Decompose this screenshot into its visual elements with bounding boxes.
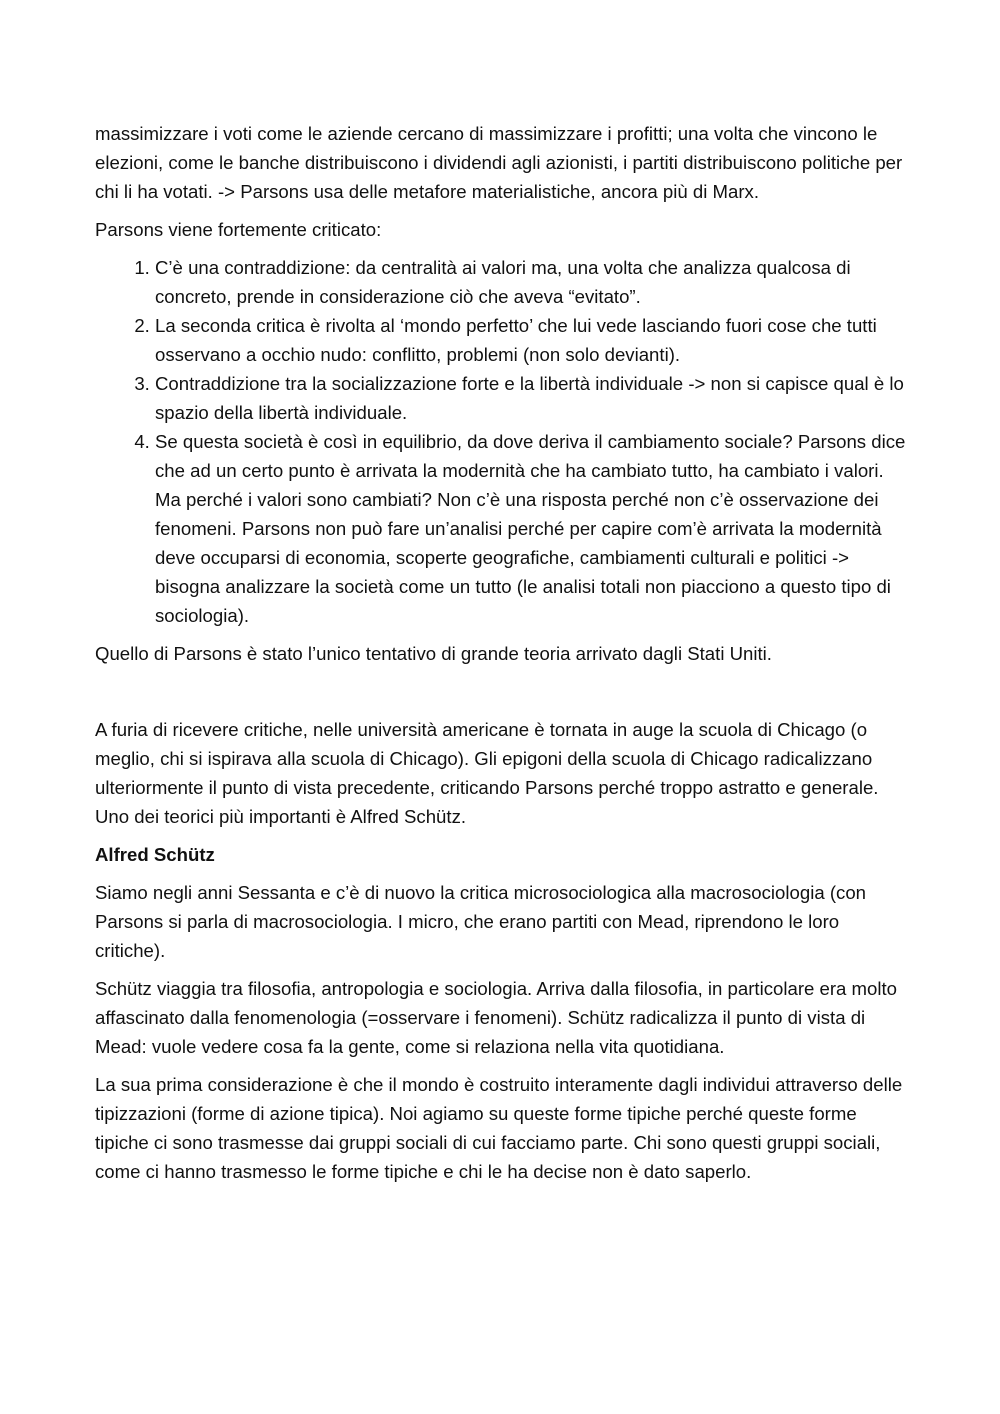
paragraph-schutz-1: Siamo negli anni Sessanta e c’è di nuovo la critica microsociologica alla macrosociologia (con Parsons si parla di macrosociologia. I micro, che erano partiti con Mead, riprendono le loro critiche).: [95, 882, 866, 961]
paragraph-grand-theory: Quello di Parsons è stato l’unico tentativo di grande teoria arrivato dagli Stati Uniti.: [95, 643, 772, 664]
paragraph-schutz-2: Schütz viaggia tra filosofia, antropologia e sociologia. Arriva dalla filosofia, in particolare era molto affascinato dalla fenomenologia (=osservare i fenomeni). Schütz radicalizza il punto di vista di Mead: vuole vedere cosa fa la gente, come si relaziona nella vita quotidiana.: [95, 978, 898, 1057]
section-heading: Alfred Schütz: [95, 844, 215, 865]
criticism-list: [95, 253, 910, 630]
paragraph-schutz-3: La sua prima considerazione è che il mondo è costruito interamente dagli individui attraverso delle tipizzazioni (forme di azione tipica). Noi agiamo su queste forme tipiche perché queste forme tipiche ci sono trasmesse dai gruppi sociali di cui facciamo parte. Chi sono questi gruppi sociali, come ci hanno trasmesso le forme tipiche e chi le ha decise non è dato saperlo.: [95, 1074, 903, 1182]
paragraph-criticism-intro: Parsons viene fortemente criticato:: [95, 219, 382, 240]
list-item: 3. Contraddizione tra la socializzazione forte e la libertà individuale -> non si capisce qual è lo spazio della libertà individuale.: [155, 369, 910, 427]
blank-line: [95, 677, 910, 715]
list-item: 2. La seconda critica è rivolta al ‘mondo perfetto’ che lui vede lasciando fuori cose che tutti osservano a occhio nudo: conflitto, problemi (non solo devianti).: [155, 311, 910, 369]
list-item: 1. C’è una contraddizione: da centralità ai valori ma, una volta che analizza qualcosa di concreto, prende in considerazione ciò che aveva “evitato”.: [155, 253, 910, 311]
paragraph-chicago-school: A furia di ricevere critiche, nelle università americane è tornata in auge la scuola di Chicago (o meglio, chi si ispirava alla scuola di Chicago). Gli epigoni della scuola di Chicago radicalizzano ulteriormente il punto di vista precedente, criticando Parsons perché troppo astratto e generale. Uno dei teorici più importanti è Alfred Schütz.: [95, 719, 879, 827]
paragraph-intro-continuation: massimizzare i voti come le aziende cercano di massimizzare i profitti; una volta che vincono le elezioni, come le banche distribuiscono i dividendi agli azionisti, i partiti distribuiscono politiche per chi li ha votati. -> Parsons usa delle metafore materialistiche, ancora più di Marx.: [95, 123, 903, 202]
list-item: 4. Se questa società è così in equilibrio, da dove deriva il cambiamento sociale? Parsons dice che ad un certo punto è arrivata la modernità che ha cambiato tutto, ha cambiato i valori. Ma perché i valori sono cambiati? Non c’è una risposta perché non c’è osservazione dei fenomeni. Parsons non può fare un’analisi perché per capire com’è arrivata la modernità deve occuparsi di economia, scoperte geografiche, cambiamenti culturali e politici -> bisogna analizzare la società come un tutto (le analisi totali non piacciono a questo tipo di sociologia).: [155, 427, 910, 630]
document-page: [95, 119, 910, 1195]
